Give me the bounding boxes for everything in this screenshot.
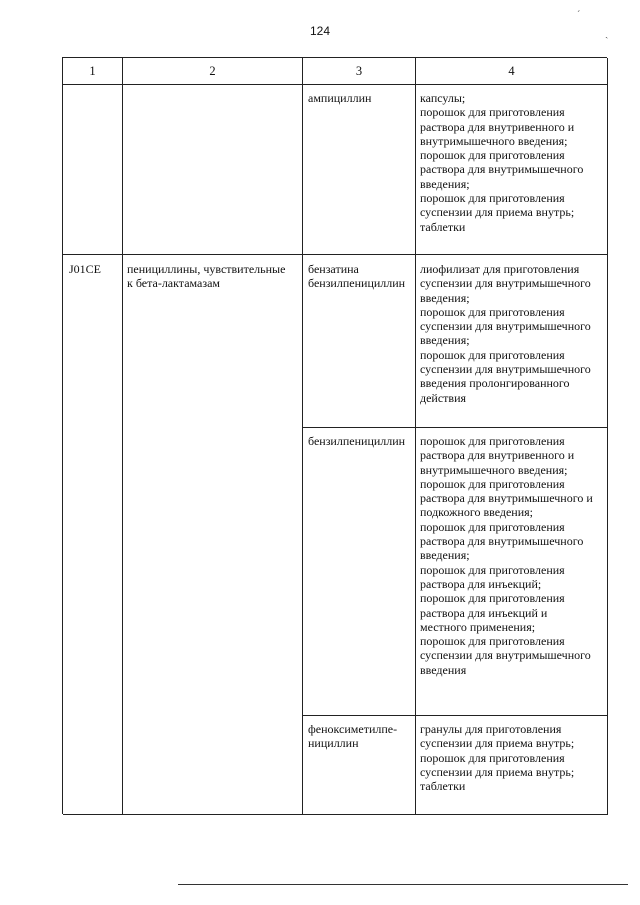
drug-name: ампициллин bbox=[308, 91, 372, 105]
drug-name: феноксиметилпе- нициллин bbox=[308, 722, 398, 751]
column-header: 1 bbox=[89, 64, 96, 78]
dosage-forms: капсулы; порошок для приготовления раствора для внутривенного и внутримышечного введения; порошок для приготовления раствора для внутримышечного введения; порошок для приготовления суспензии для приема внутрь; таблетки bbox=[420, 91, 584, 234]
column-divider bbox=[122, 58, 123, 815]
dosage-forms: лиофилизат для приготовления суспензии для внутримышечного введения; порошок для приготовления суспензии для внутримышечного введения; порошок для приготовления суспензии для внутримышечного введения пролонгированного действия bbox=[420, 262, 591, 405]
table-border-right bbox=[607, 58, 608, 815]
column-header: 2 bbox=[209, 64, 216, 78]
atc-code: J01CE bbox=[69, 262, 102, 276]
drug-name: бензатина бензилпенициллин bbox=[308, 262, 406, 291]
scan-mark: ˏ bbox=[605, 28, 609, 39]
drug-table bbox=[62, 57, 607, 814]
footer-rule bbox=[178, 884, 628, 885]
row-divider bbox=[63, 254, 608, 255]
column-header: 4 bbox=[508, 64, 515, 78]
dosage-forms: порошок для приготовления раствора для внутривенного и внутримышечного введения; порошок для приготовления раствора для внутримышечного и подкожного введения; порошок для приготовления раствора для внутримышечного введения; порошок для приготовления раствора для инъекций; порошок для приготовления раствора для инъекций и местного применения; порошок для приготовления суспензии для внутримышечного введения bbox=[420, 434, 593, 677]
column-divider bbox=[302, 58, 303, 815]
column-divider bbox=[415, 58, 416, 815]
row-divider bbox=[302, 427, 608, 428]
column-header: 3 bbox=[355, 64, 363, 78]
dosage-forms: гранулы для приготовления суспензии для приема внутрь; порошок для приготовления суспензии для приема внутрь; таблетки bbox=[420, 722, 575, 794]
scan-mark: ˊ bbox=[577, 10, 581, 21]
row-divider bbox=[302, 715, 608, 716]
drug-name: бензилпенициллин bbox=[308, 434, 406, 448]
page-number: 124 bbox=[309, 24, 331, 38]
table-border-bottom bbox=[63, 814, 608, 815]
drug-group: пенициллины, чувствительные к бета-лактамазам bbox=[127, 262, 286, 291]
